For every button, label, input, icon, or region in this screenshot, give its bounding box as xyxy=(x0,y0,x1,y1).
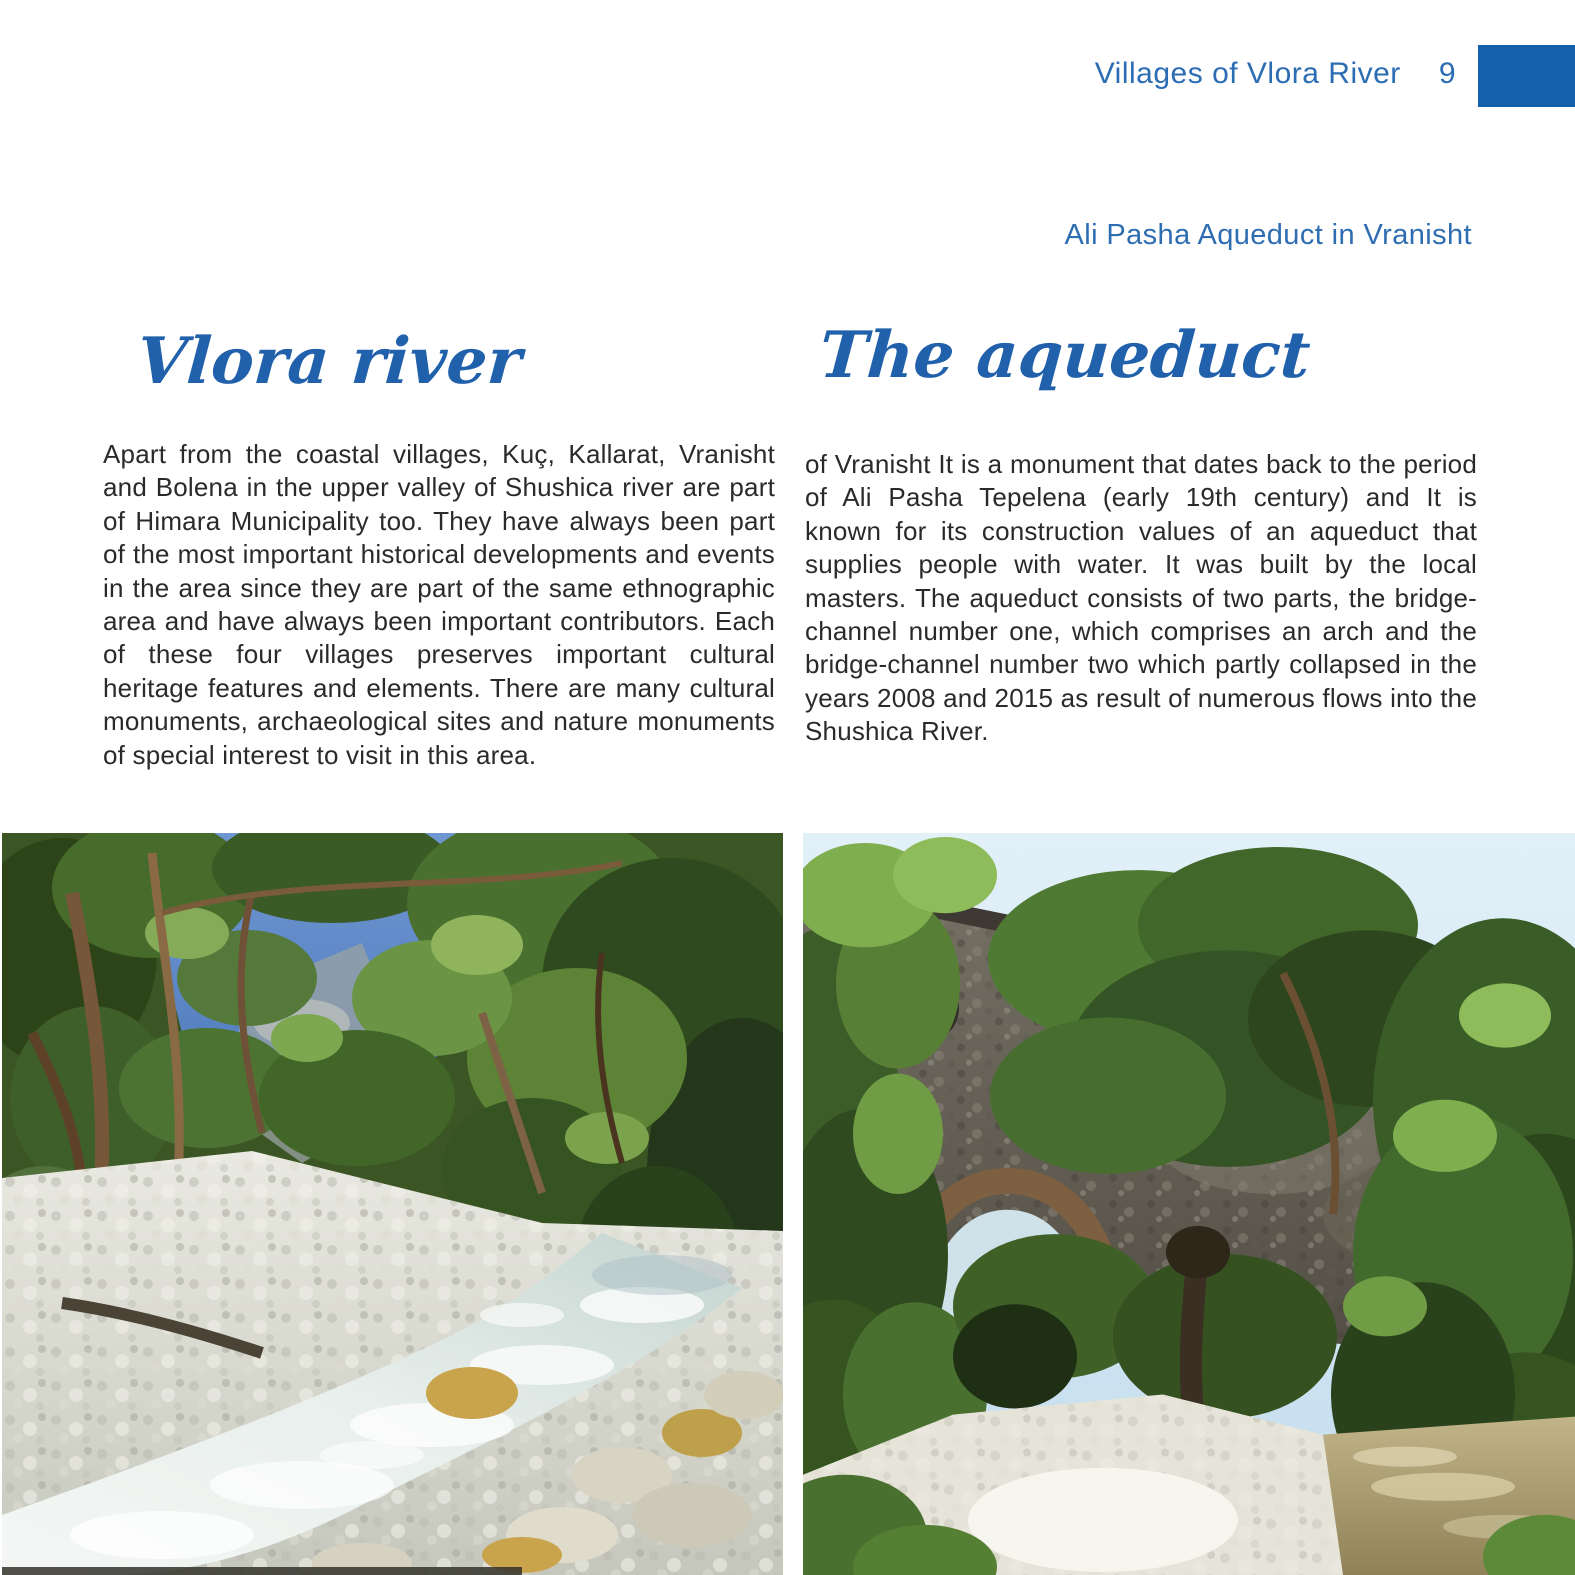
page-corner-accent xyxy=(1478,45,1575,107)
section-vlora-river xyxy=(103,300,775,772)
section-heading-aqueduct: The aqueduct xyxy=(816,318,1313,393)
aqueduct-photo xyxy=(803,833,1575,1575)
section-body-vlora-river: Apart from the coastal villages, Kuç, Kallarat, Vranisht and Bolena in the upper valley of Shushica river are part of Himara Municipality too. They have always been part of the most important historical developments and events in the area since they are part of the same ethnographic area and have always been important contributors. Each of these four villages preserves important cultural heritage features and elements. There are many cultural monuments, archaeological sites and nature monuments of special interest to visit in this area. xyxy=(103,439,775,770)
section-body-aqueduct: of Vranisht It is a monument that dates back to the period of Ali Pasha Tepelena (early 19th century) and It is known for its construction values of an aqueduct that supplies people with water. It was built by the local masters. The aqueduct consists of two parts, the bridge-channel number one, which comprises an arch and the bridge-channel number two which partly collapsed in the years 2008 and 2015 as result of numerous flows into the Shushica River. xyxy=(805,449,1477,747)
river-photo xyxy=(2,833,783,1575)
section-heading-vlora-river: Vlora river xyxy=(134,324,524,399)
aqueduct-photo-illustration xyxy=(803,833,1575,1575)
page-number: 9 xyxy=(1438,57,1456,90)
running-header xyxy=(1095,57,1456,91)
running-header-title: Villages of Vlora River xyxy=(1094,57,1401,90)
river-photo-illustration xyxy=(2,833,783,1575)
section-aqueduct xyxy=(805,288,1477,749)
photo-caption: Ali Pasha Aqueduct in Vranisht xyxy=(1064,219,1472,251)
